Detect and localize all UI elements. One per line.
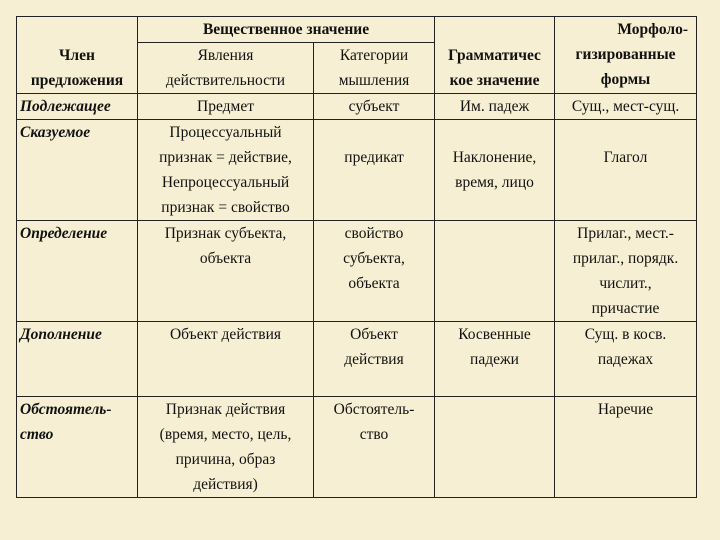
cell-line: Непроцессуальный — [161, 174, 290, 191]
cell-line — [437, 221, 552, 246]
cell-line: Обстоятель- — [333, 401, 415, 418]
cell-role — [17, 221, 138, 322]
cell-line — [437, 397, 552, 422]
cell-line: причина, образ — [175, 451, 276, 468]
cell-line: Признак субъекта, — [164, 225, 287, 242]
cell-grammatical — [435, 221, 555, 322]
header-morph-line-3: формы — [600, 71, 651, 88]
header-grammatical-line-2: кое значение — [449, 72, 540, 89]
header-member — [17, 17, 138, 94]
header-morph-line-2: гизированные — [575, 46, 676, 63]
cell-line: признак = действие, — [159, 149, 292, 166]
cell-line: Обстоятель- — [20, 401, 112, 418]
cell-line: признак = свойство — [161, 199, 290, 216]
cell-grammatical — [435, 322, 555, 397]
header-material-meaning: Вещественное значение — [138, 17, 435, 43]
cell-line: Глагол — [603, 149, 648, 166]
header-grammatical-line-1: Грамматичес — [448, 47, 541, 64]
cell-line: падежах — [597, 351, 654, 368]
header-categories — [314, 43, 435, 94]
cell-line: Определение — [20, 225, 108, 242]
cell-line: Им. падеж — [459, 98, 530, 115]
table-row — [17, 221, 697, 322]
cell-line: Сказуемое — [20, 124, 91, 141]
cell-line: Сущ. в косв. — [584, 326, 667, 343]
cell-grammatical — [435, 120, 555, 221]
cell-line — [316, 120, 432, 145]
cell-phenomenon — [138, 322, 314, 397]
cell-line: Сущ., мест-сущ. — [571, 98, 680, 115]
cell-category — [314, 322, 435, 397]
cell-grammatical — [435, 397, 555, 498]
cell-line: объекта — [199, 250, 252, 267]
cell-line: Процессуальный — [169, 124, 282, 141]
header-phenomena-line-2: действительности — [165, 72, 286, 89]
table-row — [17, 322, 697, 397]
cell-line: объекта — [348, 275, 400, 292]
header-phenomena-line-1: Явления — [197, 47, 254, 64]
cell-line: (время, место, цель, — [159, 426, 292, 443]
cell-line — [437, 120, 552, 145]
cell-category — [314, 397, 435, 498]
cell-phenomenon — [138, 221, 314, 322]
cell-role — [17, 397, 138, 498]
cell-grammatical — [435, 94, 555, 120]
cell-phenomenon — [138, 94, 314, 120]
header-member-line-2: предложения — [30, 72, 124, 89]
cell-line: свойство — [344, 225, 404, 242]
table-body — [17, 94, 697, 498]
cell-category — [314, 120, 435, 221]
cell-line: действия) — [193, 476, 258, 493]
header-categories-line-2: мышления — [338, 72, 410, 89]
cell-line: Прилаг., мест.- — [577, 225, 674, 242]
cell-line: Признак действия — [165, 401, 286, 418]
cell-line: Наклонение, — [452, 149, 537, 166]
header-row-1 — [17, 17, 697, 43]
header-grammatical — [435, 17, 555, 94]
cell-line: причастие — [591, 300, 660, 317]
cell-phenomenon — [138, 120, 314, 221]
cell-line: время, лицо — [455, 174, 534, 191]
table-row — [17, 94, 697, 120]
cell-line: прилаг., порядк. — [572, 250, 679, 267]
cell-line: ство — [359, 426, 389, 443]
cell-line: Объект действия — [169, 326, 282, 343]
grammar-table-container — [16, 16, 697, 498]
cell-morph — [555, 397, 697, 498]
header-member-line-1: Член — [59, 47, 95, 64]
header-morph-line-1: Морфоло- — [617, 21, 689, 38]
cell-role — [17, 322, 138, 397]
cell-category — [314, 221, 435, 322]
header-categories-line-1: Категории — [339, 47, 409, 64]
cell-morph — [555, 94, 697, 120]
cell-role — [17, 120, 138, 221]
cell-line: Предмет — [197, 98, 254, 115]
cell-line: действия — [344, 351, 404, 368]
cell-morph — [555, 322, 697, 397]
cell-category — [314, 94, 435, 120]
cell-line: предикат — [344, 149, 404, 166]
cell-line: Дополнение — [20, 326, 102, 343]
table-row — [17, 120, 697, 221]
cell-line — [557, 120, 694, 145]
cell-line: ство — [20, 426, 54, 443]
header-phenomena — [138, 43, 314, 94]
cell-line: Наречие — [597, 401, 654, 418]
cell-phenomenon — [138, 397, 314, 498]
table-row — [17, 397, 697, 498]
cell-line: Косвенные — [458, 326, 531, 343]
cell-line: Объект — [350, 326, 398, 343]
cell-line: падежи — [470, 351, 519, 368]
cell-morph — [555, 120, 697, 221]
cell-line: субъект — [348, 98, 400, 115]
header-morph — [555, 17, 697, 94]
cell-line: Подлежащее — [20, 98, 111, 115]
cell-morph — [555, 221, 697, 322]
cell-line: субъекта, — [343, 250, 405, 267]
sentence-members-table — [16, 16, 697, 498]
cell-line: числит., — [599, 275, 652, 292]
cell-role — [17, 94, 138, 120]
